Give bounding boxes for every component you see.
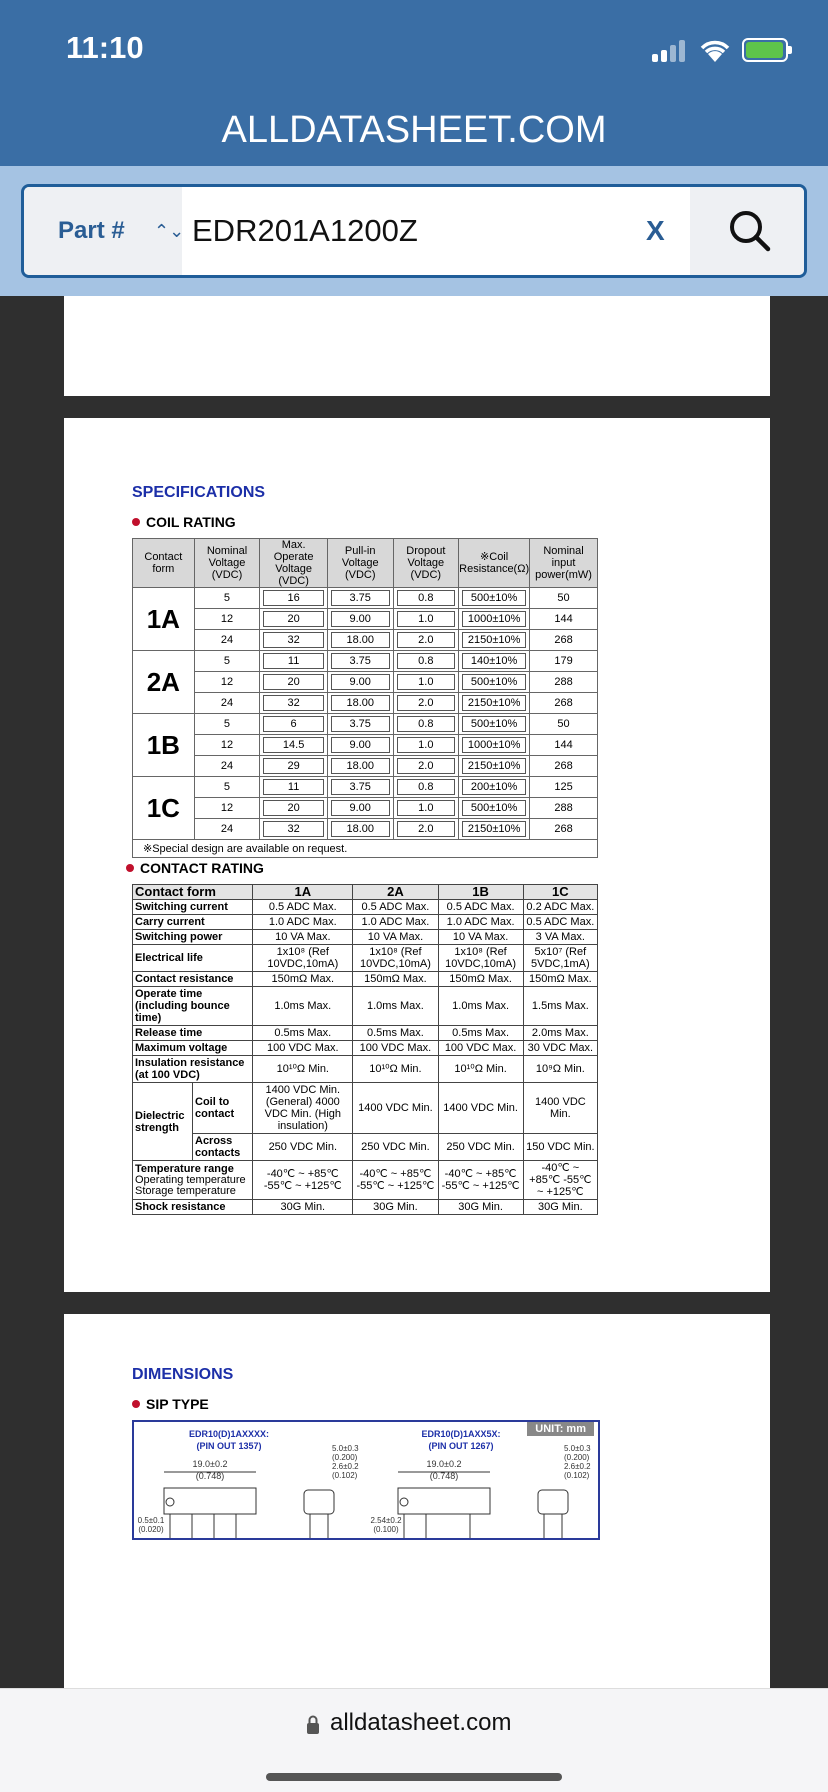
coil-value: 3.75 bbox=[331, 653, 390, 669]
coil-value-cell bbox=[459, 609, 530, 630]
table-row bbox=[133, 1041, 598, 1056]
contact-value-cell: 1.0 ADC Max. bbox=[253, 915, 353, 930]
pdf-page-dimensions bbox=[64, 1314, 770, 1688]
coil-value-cell bbox=[327, 609, 393, 630]
coil-value: 9.00 bbox=[331, 800, 390, 816]
table-row bbox=[133, 1026, 598, 1041]
coil-value-cell bbox=[260, 672, 328, 693]
table-row bbox=[133, 1056, 598, 1083]
coil-value: 9.00 bbox=[331, 737, 390, 753]
coil-value: 3.75 bbox=[331, 590, 390, 606]
coil-value-cell bbox=[393, 630, 459, 651]
contact-value-cell: 0.2 ADC Max. bbox=[523, 900, 597, 915]
coil-value: 200±10% bbox=[462, 779, 526, 795]
table-row bbox=[133, 1083, 598, 1134]
coil-value-cell: 50 bbox=[530, 588, 598, 609]
coil-value: 18.00 bbox=[331, 758, 390, 774]
coil-value-cell: 5 bbox=[194, 588, 260, 609]
coil-value-cell bbox=[459, 819, 530, 840]
coil-header-cell: Pull-in Voltage (VDC) bbox=[327, 539, 393, 588]
coil-value-cell: 5 bbox=[194, 714, 260, 735]
search-type-select[interactable]: Part # bbox=[24, 187, 182, 275]
pitch-in: (0.100) bbox=[373, 1525, 399, 1534]
contact-value-cell: 5x10⁷ (Ref 5VDC,1mA) bbox=[523, 945, 597, 972]
contact-value-cell: -40℃ ~ +85℃ -55℃ ~ +125℃ bbox=[253, 1161, 353, 1200]
contact-value-cell: 1400 VDC Min. bbox=[523, 1083, 597, 1134]
contact-value-cell: 30 VDC Max. bbox=[523, 1041, 597, 1056]
contact-value-cell: 1x10⁸ (Ref 10VDC,10mA) bbox=[438, 945, 523, 972]
pin-offset-mm-right: 2.6±0.2 bbox=[564, 1462, 591, 1471]
contact-row-label: Electrical life bbox=[133, 945, 253, 972]
lock-icon bbox=[306, 1715, 320, 1735]
left-model: EDR10(D)1AXXXX: bbox=[188, 1429, 270, 1439]
status-bar bbox=[0, 0, 828, 100]
coil-value: 0.8 bbox=[397, 716, 456, 732]
contact-value-cell: 10 VA Max. bbox=[353, 930, 438, 945]
coil-header-cell: Nominal Voltage (VDC) bbox=[194, 539, 260, 588]
coil-value-cell bbox=[260, 630, 328, 651]
coil-value: 32 bbox=[263, 632, 324, 648]
contact-value-cell: 1400 VDC Min. bbox=[438, 1083, 523, 1134]
coil-value-cell bbox=[393, 819, 459, 840]
coil-value-cell bbox=[393, 588, 459, 609]
coil-value-cell: 12 bbox=[194, 672, 260, 693]
coil-value-cell: 24 bbox=[194, 693, 260, 714]
contact-value-cell: 1.0ms Max. bbox=[253, 987, 353, 1026]
coil-value-cell: 125 bbox=[530, 777, 598, 798]
width-dimension-right bbox=[564, 1444, 598, 1480]
contact-row-label: Insulation resistance (at 100 VDC) bbox=[133, 1056, 253, 1083]
contact-value-cell: 100 VDC Max. bbox=[353, 1041, 438, 1056]
search-button[interactable] bbox=[690, 187, 807, 275]
pin-mm: 0.5±0.1 bbox=[137, 1516, 165, 1525]
coil-value-cell: 12 bbox=[194, 798, 260, 819]
coil-value: 3.75 bbox=[331, 779, 390, 795]
coil-header-cell: ※Coil Resistance(Ω) bbox=[459, 539, 530, 588]
search-input[interactable] bbox=[192, 187, 612, 275]
contact-value-cell: 2.0ms Max. bbox=[523, 1026, 597, 1041]
coil-value: 20 bbox=[263, 800, 324, 816]
width-mm-right: 5.0±0.3 bbox=[564, 1444, 591, 1453]
contact-value-cell: 1x10⁸ (Ref 10VDC,10mA) bbox=[353, 945, 438, 972]
home-indicator[interactable] bbox=[266, 1773, 562, 1781]
table-row bbox=[133, 900, 598, 915]
table-row bbox=[133, 915, 598, 930]
coil-value-cell: 288 bbox=[530, 672, 598, 693]
contact-row-label: Shock resistance bbox=[133, 1200, 253, 1215]
coil-value-cell bbox=[393, 609, 459, 630]
coil-value-cell: 268 bbox=[530, 756, 598, 777]
coil-value: 14.5 bbox=[263, 737, 324, 753]
table-row bbox=[133, 609, 598, 630]
coil-value-cell bbox=[459, 651, 530, 672]
coil-value: 2.0 bbox=[397, 632, 456, 648]
coil-value: 20 bbox=[263, 674, 324, 690]
search-area bbox=[0, 166, 828, 296]
contact-rating-table bbox=[132, 884, 598, 1215]
contact-value-cell: 10 VA Max. bbox=[438, 930, 523, 945]
table-row bbox=[133, 693, 598, 714]
coil-value-cell bbox=[459, 630, 530, 651]
clock: 11:10 bbox=[66, 30, 144, 65]
coil-value-cell bbox=[327, 588, 393, 609]
contact-value-cell: 0.5 ADC Max. bbox=[523, 915, 597, 930]
contact-value-cell: 30G Min. bbox=[438, 1200, 523, 1215]
contact-value-cell: 150mΩ Max. bbox=[353, 972, 438, 987]
table-row bbox=[133, 1200, 598, 1215]
coil-value-cell bbox=[459, 798, 530, 819]
contact-row-label: Operate time (including bounce time) bbox=[133, 987, 253, 1026]
dielectric-sub-label: Coil to contact bbox=[193, 1083, 253, 1134]
contact-row-label: Maximum voltage bbox=[133, 1041, 253, 1056]
contact-value-cell: 1.0ms Max. bbox=[353, 987, 438, 1026]
coil-value-cell bbox=[393, 672, 459, 693]
contact-form-cell: 1C bbox=[133, 777, 195, 840]
coil-value-cell bbox=[327, 735, 393, 756]
chevron-up-down-icon[interactable]: ⌃⌄ bbox=[154, 221, 185, 241]
coil-value: 0.8 bbox=[397, 590, 456, 606]
coil-value: 32 bbox=[263, 821, 324, 837]
coil-value: 18.00 bbox=[331, 632, 390, 648]
contact-header-cell: 1C bbox=[523, 885, 597, 900]
coil-value: 1000±10% bbox=[462, 611, 526, 627]
contact-value-cell: 0.5 ADC Max. bbox=[353, 900, 438, 915]
contact-value-cell: 10¹⁰Ω Min. bbox=[353, 1056, 438, 1083]
coil-value: 2.0 bbox=[397, 695, 456, 711]
coil-value-cell bbox=[459, 672, 530, 693]
table-row bbox=[133, 756, 598, 777]
coil-value-cell: 5 bbox=[194, 777, 260, 798]
dimensions-heading: DIMENSIONS bbox=[132, 1366, 234, 1383]
contact-value-cell: 3 VA Max. bbox=[523, 930, 597, 945]
coil-value: 2150±10% bbox=[462, 758, 526, 774]
coil-value-cell bbox=[260, 609, 328, 630]
coil-value-cell bbox=[260, 714, 328, 735]
contact-row-label: Carry current bbox=[133, 915, 253, 930]
contact-form-cell: 1B bbox=[133, 714, 195, 777]
specifications-heading: SPECIFICATIONS bbox=[132, 484, 266, 501]
contact-rating-heading: CONTACT RATING bbox=[126, 860, 264, 876]
coil-value: 0.8 bbox=[397, 653, 456, 669]
contact-value-cell: 30G Min. bbox=[523, 1200, 597, 1215]
contact-value-cell: 0.5ms Max. bbox=[438, 1026, 523, 1041]
table-row bbox=[133, 798, 598, 819]
contact-value-cell: 1400 VDC Min. bbox=[353, 1083, 438, 1134]
coil-rating-heading: COIL RATING bbox=[132, 514, 236, 530]
coil-rating-table bbox=[132, 538, 598, 858]
coil-value-cell bbox=[327, 693, 393, 714]
contact-value-cell: 150mΩ Max. bbox=[438, 972, 523, 987]
coil-value: 6 bbox=[263, 716, 324, 732]
coil-value-cell bbox=[260, 756, 328, 777]
coil-value-cell bbox=[327, 777, 393, 798]
coil-value-cell bbox=[260, 798, 328, 819]
coil-value-cell: 268 bbox=[530, 819, 598, 840]
table-row bbox=[133, 840, 598, 858]
contact-value-cell: 30G Min. bbox=[353, 1200, 438, 1215]
contact-value-cell: 0.5ms Max. bbox=[353, 1026, 438, 1041]
coil-header-cell: Max. Operate Voltage (VDC) bbox=[260, 539, 328, 588]
contact-header-cell: 1A bbox=[253, 885, 353, 900]
contact-value-cell: 150 VDC Min. bbox=[523, 1134, 597, 1161]
table-row bbox=[133, 651, 598, 672]
contact-value-cell: 30G Min. bbox=[253, 1200, 353, 1215]
length-in: (0.748) bbox=[195, 1471, 225, 1481]
coil-value-cell: 268 bbox=[530, 630, 598, 651]
contact-value-cell: 10⁹Ω Min. bbox=[523, 1056, 597, 1083]
pdf-page-specifications bbox=[64, 418, 770, 1292]
coil-value-cell bbox=[459, 588, 530, 609]
temperature-label-line: Operating temperature bbox=[135, 1173, 246, 1186]
contact-value-cell: 100 VDC Max. bbox=[253, 1041, 353, 1056]
coil-value: 1.0 bbox=[397, 674, 456, 690]
contact-value-cell: 150mΩ Max. bbox=[523, 972, 597, 987]
width-dimension bbox=[332, 1444, 382, 1480]
contact-row-label: Release time bbox=[133, 1026, 253, 1041]
coil-value: 20 bbox=[263, 611, 324, 627]
table-row bbox=[133, 1161, 598, 1200]
contact-value-cell: 1400 VDC Min. (General) 4000 VDC Min. (High insulation) bbox=[253, 1083, 353, 1134]
dielectric-sub-label: Across contacts bbox=[193, 1134, 253, 1161]
contact-value-cell: -40℃ ~ +85℃ -55℃ ~ +125℃ bbox=[523, 1161, 597, 1200]
coil-value-cell bbox=[393, 756, 459, 777]
dimension-drawing bbox=[132, 1420, 600, 1540]
coil-value-cell bbox=[459, 735, 530, 756]
temperature-label bbox=[133, 1161, 253, 1200]
coil-value-cell bbox=[260, 735, 328, 756]
pitch-dimension bbox=[368, 1516, 404, 1534]
coil-value-cell: 288 bbox=[530, 798, 598, 819]
contact-value-cell: 150mΩ Max. bbox=[253, 972, 353, 987]
pdf-page bbox=[64, 296, 770, 396]
contact-value-cell: 0.5ms Max. bbox=[253, 1026, 353, 1041]
coil-value-cell bbox=[327, 798, 393, 819]
table-row bbox=[133, 945, 598, 972]
contact-row-label: Contact resistance bbox=[133, 972, 253, 987]
coil-value-cell bbox=[327, 630, 393, 651]
coil-value: 29 bbox=[263, 758, 324, 774]
coil-value: 140±10% bbox=[462, 653, 526, 669]
length-mm-right: 19.0±0.2 bbox=[426, 1459, 462, 1469]
coil-value: 2150±10% bbox=[462, 821, 526, 837]
contact-value-cell: 1x10⁸ (Ref 10VDC,10mA) bbox=[253, 945, 353, 972]
clear-search-button[interactable]: X bbox=[646, 215, 665, 246]
contact-value-cell: 1.0ms Max. bbox=[438, 987, 523, 1026]
coil-value: 500±10% bbox=[462, 590, 526, 606]
contact-row-label: Switching power bbox=[133, 930, 253, 945]
pin-dimension bbox=[136, 1516, 166, 1534]
coil-value: 9.00 bbox=[331, 674, 390, 690]
contact-form-cell: 1A bbox=[133, 588, 195, 651]
coil-value: 1000±10% bbox=[462, 737, 526, 753]
coil-value-cell bbox=[260, 819, 328, 840]
table-row bbox=[133, 930, 598, 945]
table-row bbox=[133, 588, 598, 609]
coil-value-cell: 5 bbox=[194, 651, 260, 672]
coil-value-cell: 12 bbox=[194, 735, 260, 756]
right-model: EDR10(D)1AXX5X: bbox=[421, 1429, 501, 1439]
site-brand[interactable]: ALLDATASHEET.COM bbox=[0, 100, 828, 166]
coil-value: 3.75 bbox=[331, 716, 390, 732]
pin-offset-mm: 2.6±0.2 bbox=[332, 1462, 359, 1471]
browser-url-bar[interactable] bbox=[0, 1688, 828, 1792]
coil-value-cell: 179 bbox=[530, 651, 598, 672]
coil-value: 9.00 bbox=[331, 611, 390, 627]
coil-value: 11 bbox=[263, 779, 324, 795]
coil-value-cell bbox=[393, 651, 459, 672]
contact-value-cell: 100 VDC Max. bbox=[438, 1041, 523, 1056]
coil-value-cell: 12 bbox=[194, 609, 260, 630]
coil-value: 2.0 bbox=[397, 821, 456, 837]
coil-value-cell bbox=[327, 672, 393, 693]
table-row bbox=[133, 714, 598, 735]
contact-form-cell: 2A bbox=[133, 651, 195, 714]
coil-value-cell bbox=[393, 777, 459, 798]
coil-value-cell: 50 bbox=[530, 714, 598, 735]
table-row bbox=[133, 972, 598, 987]
pin-offset-in: (0.102) bbox=[332, 1471, 358, 1480]
search-icon bbox=[690, 187, 807, 275]
contact-row-label: Switching current bbox=[133, 900, 253, 915]
length-in-right: (0.748) bbox=[429, 1471, 459, 1481]
coil-value-cell: 144 bbox=[530, 609, 598, 630]
coil-value: 18.00 bbox=[331, 695, 390, 711]
contact-value-cell: 10¹⁰Ω Min. bbox=[253, 1056, 353, 1083]
coil-value-cell bbox=[260, 693, 328, 714]
coil-value: 11 bbox=[263, 653, 324, 669]
url-text[interactable]: alldatasheet.com bbox=[330, 1709, 512, 1736]
wifi-icon bbox=[698, 36, 732, 64]
battery-icon bbox=[742, 38, 788, 62]
contact-value-cell: 250 VDC Min. bbox=[438, 1134, 523, 1161]
coil-value-cell bbox=[260, 651, 328, 672]
dielectric-label: Dielectric strength bbox=[133, 1083, 193, 1161]
unit-label: UNIT: mm bbox=[527, 1422, 594, 1436]
coil-value-cell: 24 bbox=[194, 756, 260, 777]
width-in-right: (0.200) bbox=[564, 1453, 590, 1462]
sip-type-heading: SIP TYPE bbox=[132, 1396, 209, 1412]
length-dimension-right bbox=[412, 1458, 476, 1482]
coil-value: 18.00 bbox=[331, 821, 390, 837]
table-row bbox=[133, 1134, 598, 1161]
contact-value-cell: -40℃ ~ +85℃ -55℃ ~ +125℃ bbox=[438, 1161, 523, 1200]
coil-value-cell bbox=[459, 714, 530, 735]
temperature-label-line: Temperature range bbox=[135, 1162, 234, 1175]
width-in: (0.200) bbox=[332, 1453, 358, 1462]
coil-header-cell: Contact form bbox=[133, 539, 195, 588]
coil-value-cell bbox=[327, 714, 393, 735]
contact-header-cell: 1B bbox=[438, 885, 523, 900]
coil-header-cell: Nominal input power(mW) bbox=[530, 539, 598, 588]
table-row bbox=[133, 819, 598, 840]
pdf-viewer[interactable] bbox=[22, 296, 806, 1688]
contact-value-cell: 250 VDC Min. bbox=[253, 1134, 353, 1161]
temperature-label-line: Storage temperature bbox=[135, 1184, 236, 1197]
length-mm: 19.0±0.2 bbox=[192, 1459, 228, 1469]
cellular-signal-icon bbox=[652, 40, 688, 62]
table-row bbox=[133, 987, 598, 1026]
coil-value: 16 bbox=[263, 590, 324, 606]
coil-value-cell bbox=[393, 798, 459, 819]
coil-value: 1.0 bbox=[397, 800, 456, 816]
coil-value-cell bbox=[327, 756, 393, 777]
contact-value-cell: -40℃ ~ +85℃ -55℃ ~ +125℃ bbox=[353, 1161, 438, 1200]
coil-value: 500±10% bbox=[462, 716, 526, 732]
coil-value-cell bbox=[393, 735, 459, 756]
coil-value-cell: 144 bbox=[530, 735, 598, 756]
table-row bbox=[133, 672, 598, 693]
coil-value: 2150±10% bbox=[462, 695, 526, 711]
coil-value-cell bbox=[393, 693, 459, 714]
coil-value-cell bbox=[327, 651, 393, 672]
coil-value: 2150±10% bbox=[462, 632, 526, 648]
coil-value-cell: 24 bbox=[194, 630, 260, 651]
pin-in: (0.020) bbox=[138, 1525, 164, 1534]
contact-value-cell: 1.0 ADC Max. bbox=[353, 915, 438, 930]
contact-header-cell: Contact form bbox=[133, 885, 253, 900]
coil-value: 0.8 bbox=[397, 779, 456, 795]
coil-value-cell bbox=[327, 819, 393, 840]
search-bar bbox=[21, 184, 807, 278]
left-pinout: (PIN OUT 1357) bbox=[196, 1441, 262, 1451]
coil-value-cell bbox=[459, 756, 530, 777]
contact-header-cell: 2A bbox=[353, 885, 438, 900]
coil-value: 500±10% bbox=[462, 674, 526, 690]
coil-value-cell bbox=[459, 777, 530, 798]
width-mm: 5.0±0.3 bbox=[332, 1444, 359, 1453]
coil-value-cell: 268 bbox=[530, 693, 598, 714]
length-dimension bbox=[178, 1458, 242, 1482]
table-row bbox=[133, 630, 598, 651]
right-pinout: (PIN OUT 1267) bbox=[428, 1441, 494, 1451]
coil-note: ※Special design are available on request. bbox=[133, 840, 598, 858]
coil-value-cell bbox=[260, 777, 328, 798]
contact-value-cell: 0.5 ADC Max. bbox=[438, 900, 523, 915]
contact-value-cell: 10 VA Max. bbox=[253, 930, 353, 945]
coil-value: 2.0 bbox=[397, 758, 456, 774]
contact-value-cell: 250 VDC Min. bbox=[353, 1134, 438, 1161]
pin-offset-in-right: (0.102) bbox=[564, 1471, 590, 1480]
coil-header-cell: Dropout Voltage (VDC) bbox=[393, 539, 459, 588]
contact-value-cell: 1.5ms Max. bbox=[523, 987, 597, 1026]
coil-value-cell bbox=[459, 693, 530, 714]
table-row bbox=[133, 777, 598, 798]
coil-value: 1.0 bbox=[397, 611, 456, 627]
table-row bbox=[133, 735, 598, 756]
pitch-mm: 2.54±0.2 bbox=[370, 1516, 402, 1525]
contact-value-cell: 10¹⁰Ω Min. bbox=[438, 1056, 523, 1083]
contact-value-cell: 0.5 ADC Max. bbox=[253, 900, 353, 915]
coil-value: 1.0 bbox=[397, 737, 456, 753]
coil-value: 500±10% bbox=[462, 800, 526, 816]
coil-value: 32 bbox=[263, 695, 324, 711]
coil-value-cell bbox=[260, 588, 328, 609]
coil-value-cell: 24 bbox=[194, 819, 260, 840]
coil-value-cell bbox=[393, 714, 459, 735]
contact-value-cell: 1.0 ADC Max. bbox=[438, 915, 523, 930]
